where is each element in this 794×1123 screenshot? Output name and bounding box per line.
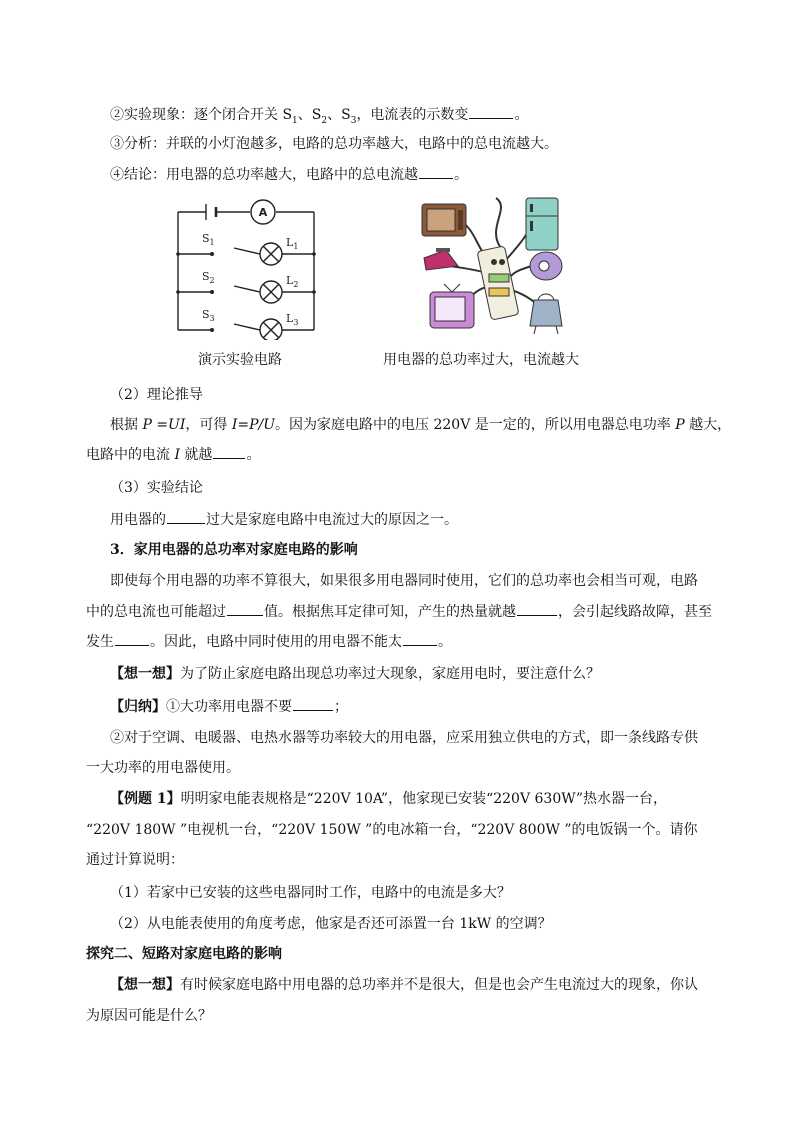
summary-point-2-cont: 一大功率的用电器使用。 [86, 760, 240, 776]
television-icon [430, 284, 474, 328]
explore-heading-2: 探究二、短路对家庭电路的影响 [86, 946, 282, 962]
power-strip-icon [477, 246, 519, 320]
think-question-2: 【想一想】有时候家庭电路中用电器的总功率并不是很大，但是也会产生电流过大的现象，你认 [110, 977, 698, 993]
summary-line: 【归纳】①大功率用电器不要 ； [110, 696, 734, 717]
iron-icon [424, 248, 458, 270]
conclusion-line: ④结论：用电器的总功率越大，电路中的总电流越 。 [110, 164, 734, 185]
heading-theory: （2）理论推导 [110, 387, 203, 403]
svg-text:S1: $S_1$ [202, 232, 215, 247]
refrigerator-icon [526, 198, 558, 250]
answer-blank[interactable] [167, 509, 205, 524]
svg-text:S2: $S_2$ [202, 270, 215, 285]
example-1-cont-2: 通过计算说明： [86, 852, 184, 868]
experiment-phenomenon: ②实验现象：逐个闭合开关 $S_1$、$S_2$、$S_3$，电流表的示数变 。 [110, 104, 734, 131]
svg-text:L1: $L_1$ [286, 236, 299, 251]
paragraph-power-impact-2: 中的总电流也可能超过 值。根据焦耳定律可知，产生的热量就越 ，会引起线路故障，甚至 [86, 601, 734, 622]
lamp-icon [260, 243, 282, 303]
overloaded-socket-illustration [416, 188, 576, 338]
paragraph-power-impact-3: 发生 。因此，电路中同时使用的用电器不能太 。 [86, 631, 734, 652]
experiment-conclusion: 用电器的 过大是家庭电路中电流过大的原因之一。 [110, 509, 734, 530]
svg-text:L2: $L_2$ [286, 274, 299, 289]
answer-blank[interactable] [419, 164, 453, 179]
answer-blank[interactable] [469, 104, 513, 119]
example-question-2: （2）从电能表使用的角度考虑，他家是否还可添置一台 1kW 的空调？ [110, 916, 552, 932]
example-1: 【例题 1】明明家电能表规格是“220V 10A”，他家现已安装“220V 630W”热水器一台， [110, 791, 668, 807]
think-question-2-cont: 为原因可能是什么？ [86, 1008, 212, 1024]
example-1-cont: “220V 180W ”电视机一台，“220V 150W ”的电冰箱一台，“220V 800W ”的电饭锅一个。请你 [86, 822, 698, 838]
analysis-line: ③分析：并联的小灯泡越多，电路的总功率越大，电路中的总电流越大。 [110, 136, 558, 152]
summary-point-2: ②对于空调、电暖器、电热水器等功率较大的用电器，应采用独立供电的方式，即一条线路专供 [110, 730, 698, 746]
answer-blank[interactable] [403, 631, 437, 646]
paragraph-power-impact: 即使每个用电器的功率不算很大，如果很多用电器同时使用，它们的总功率也会相当可观，电路 [110, 573, 698, 589]
answer-blank[interactable] [227, 601, 263, 616]
svg-text:A: A [258, 206, 268, 219]
think-question-1: 【想一想】为了防止家庭电路出现总功率过大现象，家庭用电时，要注意什么？ [110, 666, 600, 682]
rice-cooker-icon [530, 252, 562, 280]
section-heading-3: 3．家用电器的总功率对家庭电路的影响 [110, 542, 358, 558]
svg-text:S3: $S_3$ [202, 308, 215, 323]
svg-text:L3: $L_3$ [286, 312, 299, 327]
circuit-diagram [172, 190, 322, 340]
answer-blank[interactable] [293, 696, 333, 711]
theory-derivation: 根据 P =UI，可得 I=P/U。因为家庭电路中的电压 220V 是一定的，所以用电器总电功率 P 越大， [110, 417, 732, 433]
theory-derivation-cont: 电路中的电流 I 就越 。 [86, 444, 734, 465]
answer-blank[interactable] [517, 601, 557, 616]
microwave-icon [422, 204, 466, 236]
heading-experiment-conclusion: （3）实验结论 [110, 480, 203, 496]
ammeter-icon [251, 200, 275, 224]
answer-blank[interactable] [213, 444, 245, 459]
figure-caption-appliances: 用电器的总功率过大，电流越大 [383, 352, 579, 368]
figure-caption-circuit: 演示实验电路 [198, 352, 282, 368]
answer-blank[interactable] [115, 631, 149, 646]
example-question-1: （1）若家中已安装的这些电器同时工作，电路中的电流是多大？ [110, 885, 511, 901]
kettle-icon [530, 294, 562, 334]
